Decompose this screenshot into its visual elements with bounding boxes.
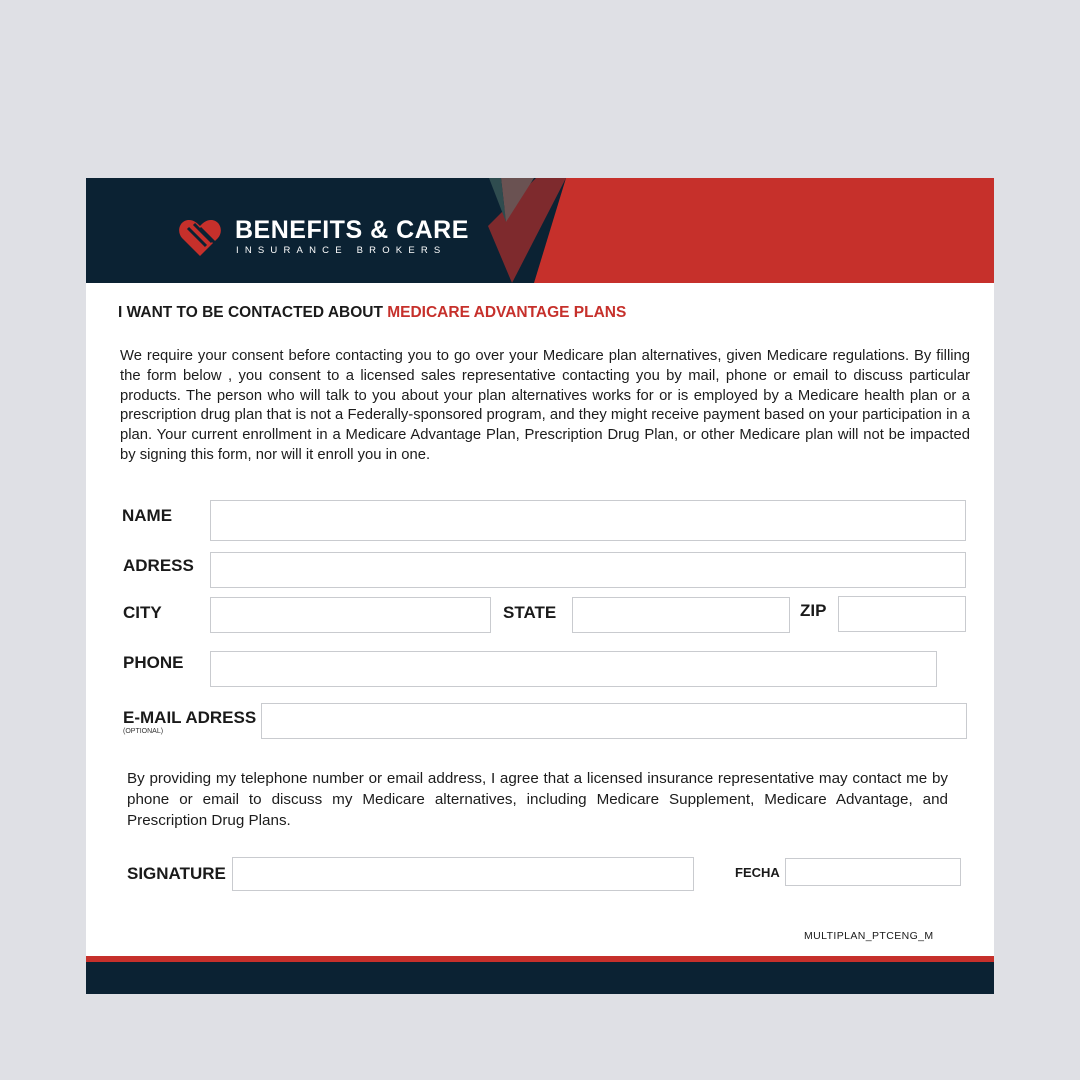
form-header [86, 178, 994, 283]
phone-label: PHONE [123, 653, 184, 672]
date-label: FECHA [735, 865, 780, 880]
form-code: MULTIPLAN_PTCENG_M [804, 930, 934, 942]
zip-input[interactable] [838, 596, 966, 632]
email-optional-note: (OPTIONAL) [123, 728, 164, 735]
agreement-paragraph: By providing my telephone number or email address, I agree that a licensed insurance representative may contact me by phone or email to discuss my Medicare alternatives, including Medicare Supplement, Medicare Advantage, and Prescription Drug Plans. [127, 770, 948, 829]
name-label: NAME [122, 506, 173, 525]
address-label: ADRESS [123, 556, 194, 575]
state-input[interactable] [572, 597, 790, 633]
email-label: E-MAIL ADRESS [123, 708, 257, 727]
date-input[interactable] [785, 858, 961, 886]
city-input[interactable] [210, 597, 491, 633]
zip-label: ZIP [800, 601, 827, 620]
city-label: CITY [123, 603, 162, 622]
phone-input[interactable] [210, 651, 937, 687]
name-input[interactable] [210, 500, 966, 541]
signature-input[interactable] [232, 857, 694, 891]
form-title [118, 304, 626, 322]
brand-subtitle: INSURANCE BROKERS [236, 245, 447, 256]
form-title-prefix: I WANT TO BE CONTACTED ABOUT [118, 304, 388, 321]
header-decoration [86, 178, 994, 283]
brand-title: BENEFITS & CARE [235, 216, 469, 244]
heart-logo-icon [178, 216, 222, 260]
address-input[interactable] [210, 552, 966, 588]
email-input[interactable] [261, 703, 967, 739]
consent-form-card [86, 178, 994, 994]
footer-navy-band [86, 962, 994, 994]
signature-label: SIGNATURE [127, 864, 226, 883]
consent-paragraph: We require your consent before contacting you to go over your Medicare plan alternatives, given Medicare regulations. By filling the form below , you consent to a licensed sales representative contacting you by mail, phone or email to discuss particular products. The person who will talk to you about your plan alternatives works for or is employed by a Medicare health plan or a prescription drug plan that is not a Federally-sponsored program, and they might receive payment based on your participation in a plan. Your current enrollment in a Medicare Advantage Plan, Prescription Drug Plan, or other Medicare plan will not be impacted by signing this form, nor will it enroll you in one. [120, 348, 970, 463]
state-label: STATE [503, 603, 557, 622]
form-title-highlight: MEDICARE ADVANTAGE PLANS [387, 304, 627, 321]
